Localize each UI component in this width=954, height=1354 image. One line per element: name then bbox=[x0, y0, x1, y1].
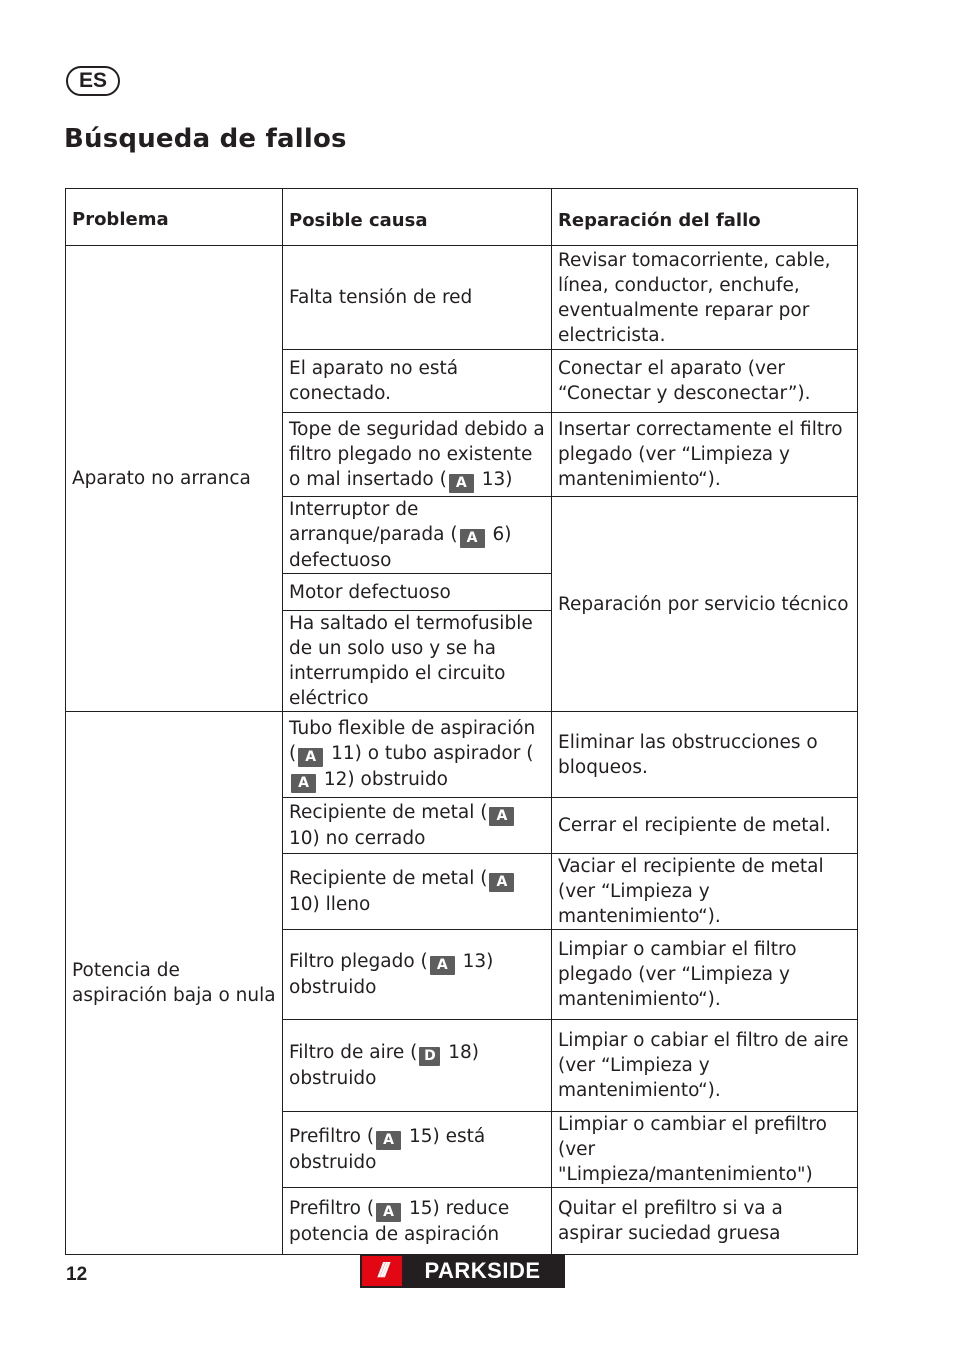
cause-cell bbox=[283, 413, 552, 497]
cause-text: Tope de seguridad debido a filtro plegado no existente o mal insertado ( bbox=[289, 418, 545, 490]
cause-text: Recipiente de metal ( bbox=[289, 868, 488, 889]
remedy-cell: Limpiar o cambiar el filtro plegado (ver “Limpieza y mantenimiento“). bbox=[552, 930, 858, 1020]
cause-text: 10) no cerrado bbox=[289, 828, 426, 849]
cause-cell bbox=[283, 798, 552, 854]
cause-cell bbox=[283, 1188, 552, 1255]
figure-ref-icon: A bbox=[489, 873, 514, 892]
language-badge: ES bbox=[66, 66, 120, 96]
cause-cell: Ha saltado el termofusible de un solo uso y se ha interrumpido el circuito eléctrico bbox=[283, 611, 552, 712]
cause-text: Interruptor de arranque/parada ( bbox=[289, 499, 458, 545]
cause-text: Filtro de aire ( bbox=[289, 1042, 418, 1063]
problem-cell: Potencia de aspiración baja o nula bbox=[66, 712, 283, 1255]
cause-text: Filtro plegado ( bbox=[289, 951, 428, 972]
table-row bbox=[66, 246, 858, 350]
figure-ref-icon: A bbox=[298, 748, 323, 767]
cause-cell: El aparato no está conectado. bbox=[283, 350, 552, 413]
cause-cell bbox=[283, 854, 552, 930]
header-remedy: Reparación del fallo bbox=[552, 189, 858, 246]
remedy-cell: Cerrar el recipiente de metal. bbox=[552, 798, 858, 854]
cause-cell: Falta tensión de red bbox=[283, 246, 552, 350]
remedy-cell: Revisar tomacorriente, cable, línea, conductor, enchufe, eventualmente reparar por electricista. bbox=[552, 246, 858, 350]
cause-text: 13) obstruido bbox=[289, 951, 494, 998]
page-number: 12 bbox=[66, 1264, 88, 1285]
cause-text: 12) obstruido bbox=[318, 769, 449, 790]
remedy-cell: Eliminar las obstrucciones o bloqueos. bbox=[552, 712, 858, 798]
cause-cell bbox=[283, 930, 552, 1020]
remedy-cell: Conectar el aparato (ver “Conectar y desconectar”). bbox=[552, 350, 858, 413]
remedy-cell: Limpiar o cambiar el prefiltro (ver "Limpieza/mantenimiento") bbox=[552, 1112, 858, 1188]
remedy-cell: Insertar correctamente el filtro plegado (ver “Limpieza y mantenimiento“). bbox=[552, 413, 858, 497]
figure-ref-icon: A bbox=[489, 807, 514, 826]
parkside-logo bbox=[360, 1254, 565, 1288]
figure-ref-icon: A bbox=[430, 956, 455, 975]
table-header-row bbox=[66, 189, 858, 246]
cause-text: 11) o tubo aspirador ( bbox=[325, 743, 534, 764]
logo-wordmark: PARKSIDE bbox=[402, 1256, 563, 1286]
figure-ref-icon: D bbox=[419, 1047, 440, 1066]
remedy-cell: Reparación por servicio técnico bbox=[552, 497, 858, 712]
figure-ref-icon: A bbox=[460, 529, 485, 548]
logo-slashes-icon: /// bbox=[378, 1259, 386, 1282]
remedy-cell: Quitar el prefiltro si va a aspirar suciedad gruesa bbox=[552, 1188, 858, 1255]
cause-text: 10) lleno bbox=[289, 894, 371, 915]
table-row bbox=[66, 712, 858, 798]
figure-ref-icon: A bbox=[291, 774, 316, 793]
cause-text: Prefiltro ( bbox=[289, 1126, 375, 1147]
cause-text: 15) reduce potencia de aspiración bbox=[289, 1197, 510, 1245]
cause-text: 6) defectuoso bbox=[289, 524, 512, 571]
cause-cell bbox=[283, 712, 552, 798]
cause-text: Tubo flexible de aspiración ( bbox=[289, 718, 536, 764]
troubleshooting-table bbox=[65, 188, 858, 1255]
cause-cell bbox=[283, 1112, 552, 1188]
remedy-cell: Vaciar el recipiente de metal (ver “Limpieza y mantenimiento“). bbox=[552, 854, 858, 930]
cause-text: Prefiltro ( bbox=[289, 1197, 375, 1219]
cause-text: 15) está obstruido bbox=[289, 1126, 486, 1173]
header-problem: Problema bbox=[66, 189, 283, 246]
figure-ref-icon: A bbox=[376, 1131, 401, 1150]
figure-ref-icon: A bbox=[376, 1203, 401, 1222]
cause-text: 13) bbox=[475, 468, 513, 490]
cause-text: Recipiente de metal ( bbox=[289, 802, 488, 823]
cause-cell: Motor defectuoso bbox=[283, 574, 552, 611]
problem-cell: Aparato no arranca bbox=[66, 246, 283, 712]
page-title: Búsqueda de fallos bbox=[64, 124, 347, 154]
cause-cell bbox=[283, 497, 552, 574]
remedy-cell: Limpiar o cabiar el filtro de aire (ver “Limpieza y mantenimiento“). bbox=[552, 1020, 858, 1112]
cause-cell bbox=[283, 1020, 552, 1112]
cause-text: 18) obstruido bbox=[289, 1042, 480, 1089]
header-cause: Posible causa bbox=[283, 189, 552, 246]
figure-ref-icon: A bbox=[449, 474, 474, 493]
